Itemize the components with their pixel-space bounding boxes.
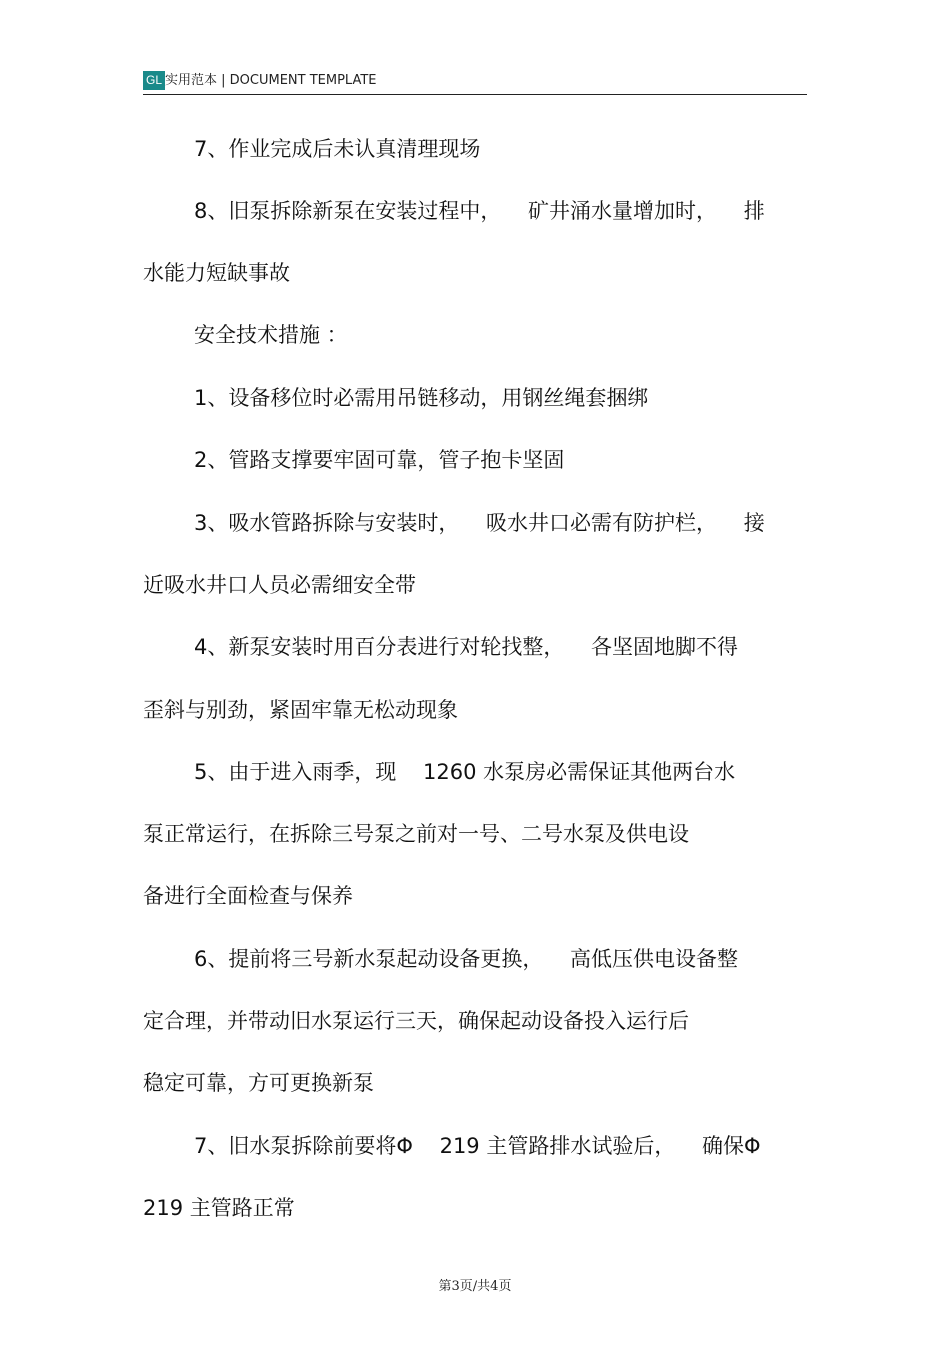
body-line: 稳定可靠，方可更换新泵 [143, 1071, 374, 1095]
body-line: 近吸水井口人员必需细安全带 [143, 573, 416, 597]
body-line: 5、由于进入雨季，现 1260 水泵房必需保证其他两台水 [194, 760, 736, 784]
page-number: 第3页/共4页 [438, 1279, 512, 1294]
body-line: 4、新泵安装时用百分表进行对轮找整， 各坚固地脚不得 [194, 635, 739, 659]
body-line: 7、作业完成后未认真清理现场 [194, 137, 481, 161]
body-line: 219 主管路正常 [143, 1196, 295, 1220]
body-line: 3、吸水管路拆除与安装时， 吸水井口必需有防护栏， 接 [194, 511, 765, 535]
page-header [143, 70, 807, 95]
body-line: 1、设备移位时必需用吊链移动，用钢丝绳套捆绑 [194, 386, 649, 410]
body-line: 泵正常运行，在拆除三号泵之前对一号、二号水泵及供电设 [143, 822, 689, 846]
body-line: 7、旧水泵拆除前要将Φ 219 主管路排水试验后， 确保Φ [194, 1134, 761, 1158]
header-title: 实用范本 | DOCUMENT TEMPLATE [165, 73, 377, 88]
logo-badge: GL [143, 71, 165, 90]
body-line: 歪斜与别劲，紧固牢靠无松动现象 [143, 698, 458, 722]
body-line: 8、旧泵拆除新泵在安装过程中， 矿井涌水量增加时， 排 [194, 199, 765, 223]
body-line: 定合理，并带动旧水泵运行三天，确保起动设备投入运行后 [143, 1009, 689, 1033]
body-line: 6、提前将三号新水泵起动设备更换， 高低压供电设备整 [194, 947, 739, 971]
body-line: 水能力短缺事故 [143, 261, 290, 285]
section-heading: 安全技术措施 ： [194, 323, 348, 347]
body-line: 备进行全面检查与保养 [143, 884, 353, 908]
body-line: 2、管路支撑要牢固可靠，管子抱卡坚固 [194, 448, 565, 472]
